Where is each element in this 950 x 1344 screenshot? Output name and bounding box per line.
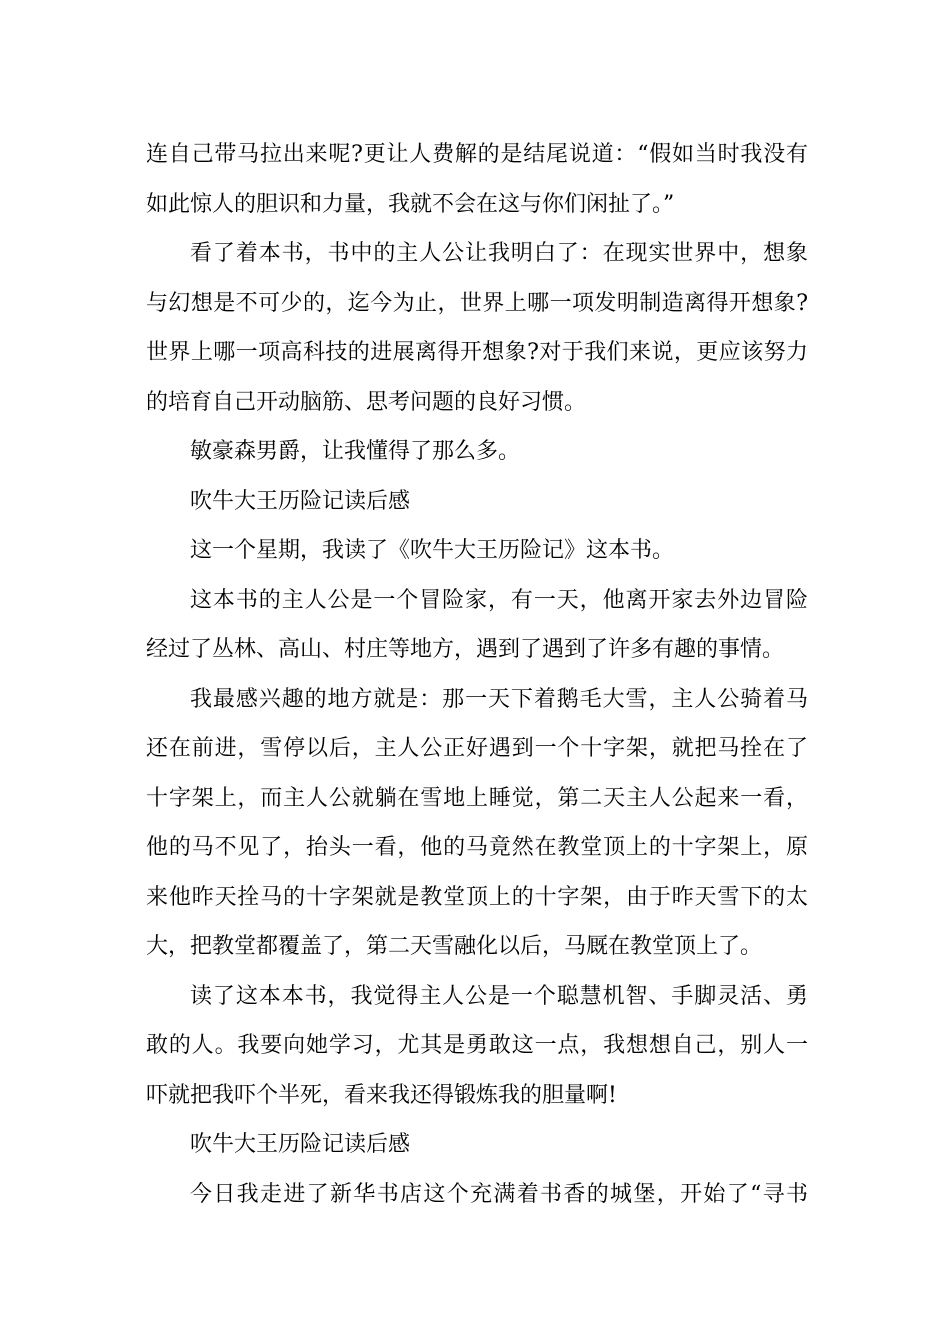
text-line: 吓就把我吓个半死，看来我还得锻炼我的胆量啊! (146, 1082, 617, 1108)
text-line: 世界上哪一项高科技的进展离得开想象?对于我们来说，更应该努力 (146, 340, 808, 365)
paragraph-first-line: 这一个星期，我读了《吹牛大王历险记》这本书。 (190, 538, 675, 563)
paragraph-first-line: 今日我走进了新华书店这个充满着书香的城堡，开始了“寻书 (190, 1181, 808, 1207)
paragraph-first-line: 敏豪森男爵，让我懂得了那么多。 (190, 439, 521, 464)
text-line: 还在前进，雪停以后，主人公正好遇到一个十字架，就把马拴在了 (146, 736, 808, 761)
section-heading: 吹牛大王历险记读后感 (190, 488, 411, 514)
text-line: 十字架上，而主人公就躺在雪地上睡觉，第二天主人公起来一看， (146, 785, 808, 811)
text-line: 与幻想是不可少的，迄今为止，世界上哪一项发明制造离得开想象? (146, 290, 808, 316)
text-line: 的培育自己开动脑筋、思考问题的良好习惯。 (146, 389, 587, 415)
text-line: 来他昨天拴马的十字架就是教堂顶上的十字架，由于昨天雪下的太 (146, 884, 808, 910)
document-body (146, 130, 808, 1219)
paragraph-first-line: 我最感兴趣的地方就是：那一天下着鹅毛大雪，主人公骑着马 (190, 686, 808, 712)
text-line: 如此惊人的胆识和力量，我就不会在这与你们闲扯了。” (146, 191, 675, 217)
text-line: 连自己带马拉出来呢?更让人费解的是结尾说道：“假如当时我没有 (146, 142, 808, 167)
paragraph-first-line: 看了着本书，书中的主人公让我明白了：在现实世界中，想象 (190, 241, 808, 266)
text-line: 敢的人。我要向她学习，尤其是勇敢这一点，我想想自己，别人一 (146, 1033, 808, 1058)
paragraph-first-line: 这本书的主人公是一个冒险家，有一天，他离开家去外边冒险 (190, 587, 808, 613)
text-line: 大，把教堂都覆盖了，第二天雪融化以后，马厩在教堂顶上了。 (146, 934, 763, 959)
text-line: 他的马不见了，抬头一看，他的马竟然在教堂顶上的十字架上，原 (146, 835, 808, 860)
paragraph-first-line: 读了这本本书，我觉得主人公是一个聪慧机智、手脚灵活、勇 (190, 983, 808, 1009)
section-heading: 吹牛大王历险记读后感 (190, 1132, 411, 1157)
text-line: 经过了丛林、高山、村庄等地方，遇到了遇到了许多有趣的事情。 (146, 637, 785, 662)
